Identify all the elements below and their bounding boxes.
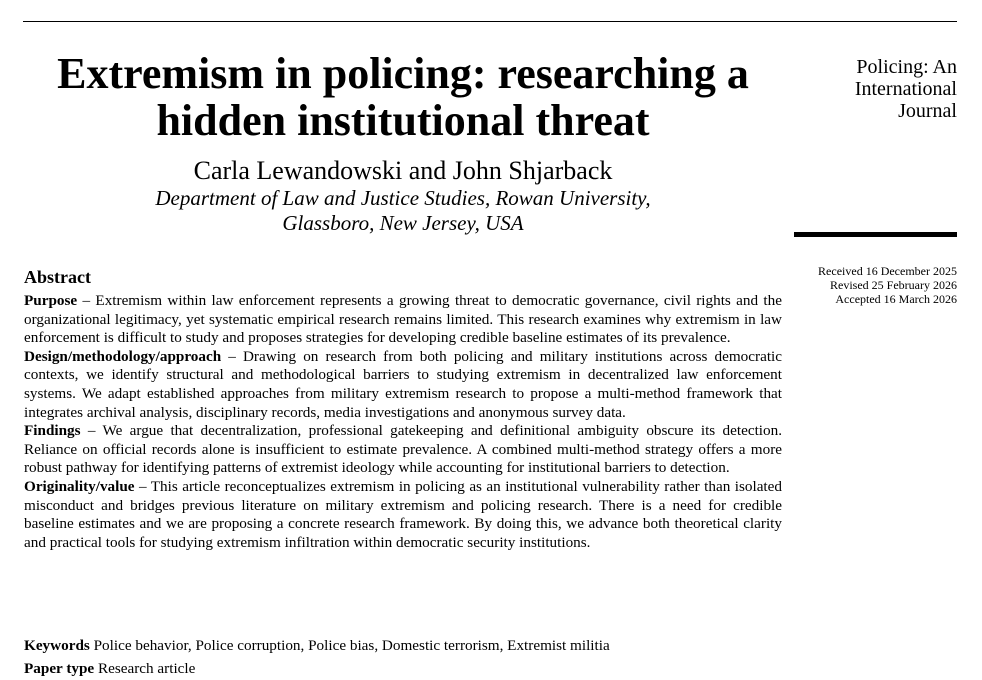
keywords <box>24 636 782 655</box>
revised-date: Revised 25 February 2026 <box>830 278 957 292</box>
abstract-originality <box>24 478 782 552</box>
originality-label: Originality/value <box>24 477 135 495</box>
paper-type-text: Research article <box>94 660 196 677</box>
purpose-text: – Extremism within law enforcement represents a growing threat to democratic governance, civil rights and the organizational legitimacy, yet systematic empirical research remains limited. This research examines why extremism in law enforcement is difficult to study and proposes strategies for developing credible baseline estimates of its prevalence. <box>24 292 782 347</box>
originality-text: – This article reconceptualizes extremism in policing as an institutional vulnerability rather than isolated misconduct and bridges previous literature on military extremism and policing research. There is a need for credible baseline estimates and we are proposing a concrete research framework. By doing this, we advance both theoretical clarity and practical tools for studying extremism infiltration within democratic security institutions. <box>24 477 782 551</box>
received-date: Received 16 December 2025 <box>818 264 957 278</box>
journal-name <box>800 56 957 122</box>
journal-line-3: Journal <box>898 100 957 122</box>
journal-rule <box>794 232 957 237</box>
abstract <box>24 266 782 552</box>
affiliation <box>30 186 776 236</box>
purpose-label: Purpose <box>24 292 78 309</box>
abstract-heading: Abstract <box>24 267 91 287</box>
accepted-date: Accepted 16 March 2026 <box>835 292 957 306</box>
findings-label: Findings <box>24 422 81 440</box>
findings-text: – We argue that decentralization, professional gatekeeping and definitional ambiguity obscure its detection. Reliance on official records alone is insufficient to estimate prevalence. A combined multi-method strategy offers a more robust pathway for identifying patterns of extremist ideology while accounting for institutional barriers to detection. <box>24 422 782 477</box>
abstract-purpose <box>24 292 782 348</box>
paper-type-label: Paper type <box>24 660 95 677</box>
design-label: Design/methodology/approach <box>24 347 222 365</box>
affiliation-line-2: Glassboro, New Jersey, USA <box>282 211 524 235</box>
keywords-label: Keywords <box>24 637 90 654</box>
affiliation-line-1: Department of Law and Justice Studies, Rowan University, <box>155 186 651 210</box>
publication-dates <box>794 264 957 306</box>
top-rule <box>23 21 957 22</box>
journal-line-1: Policing: An <box>856 56 957 78</box>
abstract-design <box>24 348 782 422</box>
journal-line-2: International <box>854 78 957 100</box>
paper-type <box>24 659 782 678</box>
authors: Carla Lewandowski and John Shjarback <box>193 156 613 185</box>
keywords-text: Police behavior, Police corruption, Police bias, Domestic terrorism, Extremist militia <box>89 637 610 654</box>
paper-title: Extremism in policing: researching a hidden institutional threat <box>57 49 749 145</box>
design-text: – Drawing on research from both policing and military institutions across democratic contexts, we identify structural and methodological barriers to studying extremism in decentralized law enforcement systems. We adapt established approaches from military extremism research to propose a multi-method framework that integrates archival analysis, disciplinary records, media investigations and anonymous survey data. <box>24 347 782 421</box>
abstract-findings <box>24 422 782 478</box>
